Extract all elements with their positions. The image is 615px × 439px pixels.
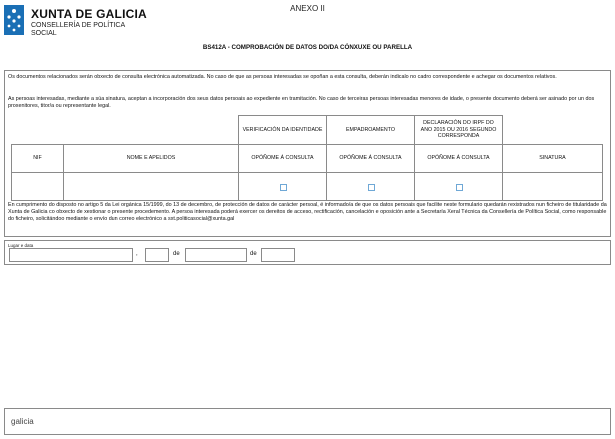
column-oppose-identity: OPÓÑOME Á CONSULTA <box>238 144 327 173</box>
name-field[interactable] <box>63 172 239 201</box>
galicia-logo: galicia <box>11 417 34 426</box>
de-separator-2: de <box>250 251 257 257</box>
oppose-irpf-cell <box>414 172 503 201</box>
brand-subtitle-line2: SOCIAL <box>31 30 57 37</box>
place-date-section <box>4 240 611 265</box>
consent-notice: Os documentos relacionados serán obxecto de consulta electrónica automatizada. No caso de que as persoas interesadas se opoñan a esta consulta, deberán indicalo no cadro correspondente e achegar os documentos relativos. <box>8 74 557 80</box>
header-irpf: DECLARACIÓN DO IRPF DO ANO 2015 OU 2016 SEGUNDO CORRESPONDA <box>414 115 503 145</box>
day-input[interactable] <box>145 248 169 262</box>
footer <box>4 408 611 435</box>
brand-subtitle <box>31 22 125 38</box>
data-protection-notice: En cumprimento do disposto no artigo 5 da Lei orgánica 15/1999, do 13 de decembro, de protección de datos de carácter persoal, é informado/a de que os datos persoais que facilite neste formulario quedarán rexistrados nun ficheiro de titularidade da Xunta de Galicia co obxecto de xestionar o presente procedemento. A persoa interesada poderá exercer os dereitos de acceso, rectificación, cancelación e oposición ante a Secretaría Xeral Técnica da Consellería de Política Social, como responsable do ficheiro, solicitándoo mediante o envío dun correo electrónico a sxt.politicasocial@xunta.gal <box>8 202 607 222</box>
oppose-identity-checkbox[interactable] <box>280 184 287 191</box>
signature-field[interactable] <box>502 172 603 201</box>
column-signature: SINATURA <box>502 144 603 173</box>
signature-notice: As persoas interesadas, mediante a súa sinatura, aceptan a incorporación dos seus datos persoais ao expediente en tramitación. No caso de terceiras persoas interesadas menores de idade, o presente documento deberá ser asinado por un dos proxenitores, titor/a ou representante legal. <box>8 96 595 109</box>
column-nif: NIF <box>11 144 64 173</box>
year-input[interactable] <box>261 248 295 262</box>
month-input[interactable] <box>185 248 247 262</box>
oppose-irpf-checkbox[interactable] <box>456 184 463 191</box>
header-identity: VERIFICACIÓN DA IDENTIDADE <box>238 115 327 145</box>
column-oppose-census: OPÓÑOME Á CONSULTA <box>326 144 415 173</box>
column-name: NOME E APELIDOS <box>63 144 239 173</box>
column-oppose-irpf: OPÓÑOME Á CONSULTA <box>414 144 503 173</box>
place-date-label: Lugar e data <box>8 243 34 248</box>
document-title: BS412A - COMPROBACIÓN DE DATOS DO/DA CÓNXUXE OU PARELLA <box>202 44 413 51</box>
main-form-box <box>4 70 611 237</box>
spouse-data-table <box>11 115 603 203</box>
place-input[interactable] <box>9 248 133 262</box>
brand-title: XUNTA DE GALICIA <box>31 7 147 21</box>
brand-subtitle-line1: CONSELLERÍA DE POLÍTICA <box>31 22 126 29</box>
nif-field[interactable] <box>11 172 64 201</box>
oppose-identity-cell <box>238 172 327 201</box>
de-separator-1: de <box>173 251 180 257</box>
annex-label: ANEXO II <box>290 4 325 13</box>
comma-separator: , <box>136 251 138 257</box>
oppose-census-cell <box>326 172 415 201</box>
header-census: EMPADROAMENTO <box>326 115 415 145</box>
oppose-census-checkbox[interactable] <box>368 184 375 191</box>
